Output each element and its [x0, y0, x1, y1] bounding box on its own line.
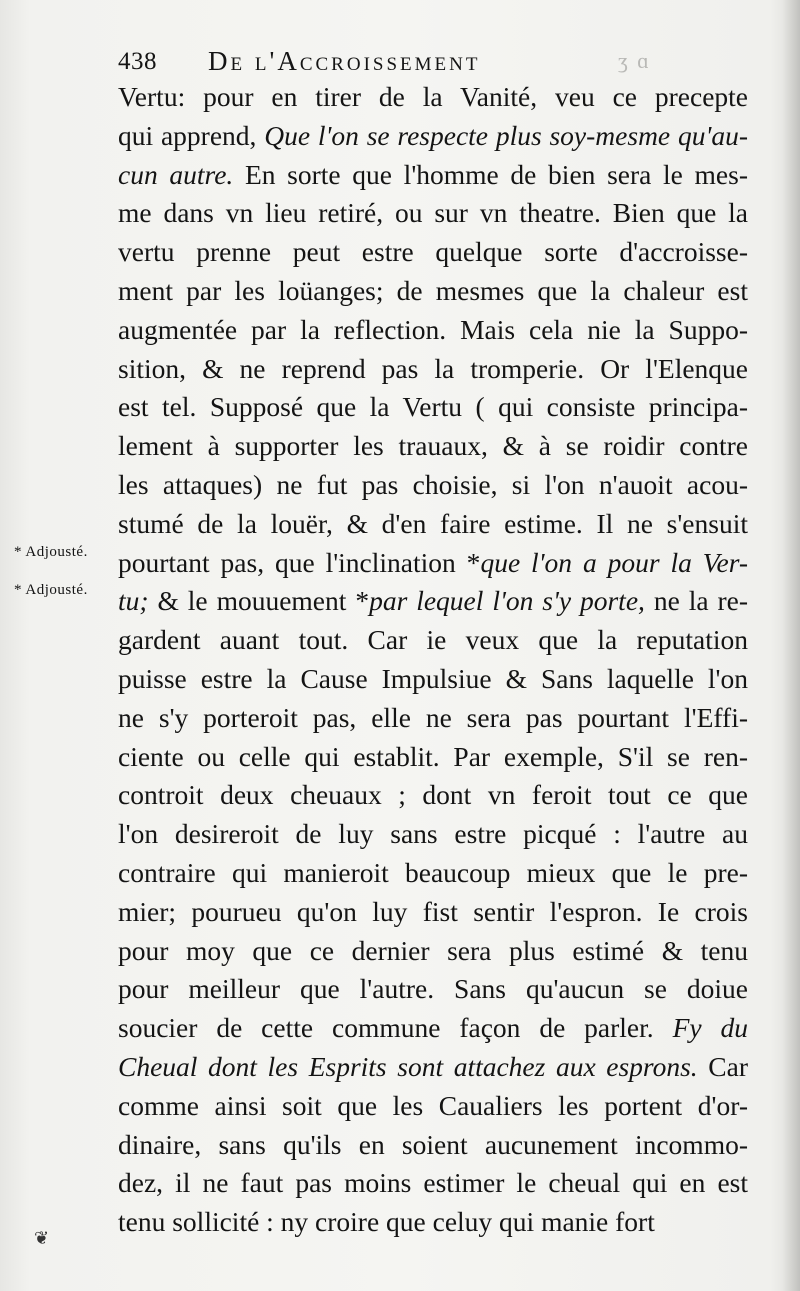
text-span: dez, il ne faut pas moins estimer le cheual qui en est — [118, 1167, 748, 1199]
text-line — [118, 893, 748, 932]
text-span: comme ainsi soit que les Caualiers les portent d'or- — [118, 1089, 748, 1121]
italic-span: cun autre. — [118, 158, 234, 190]
text-span: ment par les loüanges; de mesmes que la chaleur est — [118, 274, 748, 306]
text-line — [118, 854, 748, 893]
text-span: les attaques) ne fut pas choisie, si l'on n'auoit acou- — [118, 468, 748, 500]
text-span: qui apprend, — [118, 119, 265, 151]
text-line — [118, 117, 748, 156]
text-line — [118, 1009, 748, 1048]
text-line — [118, 738, 748, 777]
text-span: l'on desireroit de luy sans estre picqué : l'autre au — [118, 818, 748, 850]
text-line — [118, 427, 748, 466]
text-line — [118, 815, 748, 854]
text-span: Car — [697, 1050, 748, 1082]
text-span: soucier de cette commune façon de parler. — [118, 1012, 673, 1044]
text-span: stumé de la louër, & d'en faire estime. Il ne s'ensuit — [118, 507, 748, 539]
ornament-icon: ❦ — [34, 1228, 50, 1248]
text-line — [118, 699, 748, 738]
text-line — [118, 1164, 748, 1203]
text-span: & le mouuement * — [148, 585, 370, 617]
text-span: gardent auant tout. Car ie veux que la reputation — [118, 624, 748, 656]
text-line — [118, 621, 748, 660]
text-line — [118, 350, 748, 389]
text-line — [118, 233, 748, 272]
text-span: est tel. Supposé que la Vertu ( qui consiste principa- — [118, 391, 748, 423]
italic-span: Fy du — [672, 1012, 748, 1044]
text-line — [118, 311, 748, 350]
text-line — [118, 776, 748, 815]
page-header — [118, 40, 738, 80]
page-edge-shadow — [782, 0, 800, 1291]
text-line — [118, 388, 748, 427]
text-span: puisse estre la Cause Impulsiue & Sans laquelle l'on — [118, 662, 748, 694]
italic-span: que l'on a pour la Ver- — [480, 546, 749, 578]
text-span: ne s'y porteroit pas, elle ne sera pas pourtant l'Effi- — [118, 701, 748, 733]
text-line — [118, 544, 748, 583]
text-span: Vertu: pour en tirer de la Vanité, veu ce precepte — [118, 81, 748, 112]
text-span: augmentée par la reflection. Mais cela nie la Suppo- — [118, 313, 748, 345]
text-span: tenu sollicité : ny croire que celuy qui manie fort — [118, 1206, 655, 1238]
text-span: ciente ou celle qui establit. Par exemple, S'il se ren- — [118, 740, 748, 772]
italic-span: par lequel l'on s'y porte, — [369, 585, 645, 617]
text-span: En sorte que l'homme de bien sera le mes- — [233, 158, 748, 190]
text-span: dinaire, sans qu'ils en soient aucunement incommo- — [118, 1128, 748, 1160]
text-line — [118, 582, 748, 621]
italic-span: tu; — [118, 585, 149, 617]
text-line — [118, 505, 748, 544]
text-line — [118, 932, 748, 971]
text-line — [118, 78, 748, 117]
margin-note-1: * Adjousté. — [14, 544, 88, 560]
body-text — [118, 78, 748, 1242]
text-line — [118, 156, 748, 195]
bleed-through-text: ʒ ɑ — [618, 48, 651, 73]
italic-span: Cheual dont les Esprits sont attachez aux esprons. — [118, 1050, 698, 1082]
text-span: sition, & ne reprend pas la tromperie. Or l'Elenque — [118, 352, 748, 384]
text-line — [118, 660, 748, 699]
text-span: mier; pourueu qu'on luy fist sentir l'espron. Ie crois — [118, 895, 748, 927]
text-span: lement à supporter les trauaux, & à se roidir contre — [118, 430, 748, 462]
text-span: pour moy que ce dernier sera plus estimé & tenu — [118, 934, 748, 966]
text-span: me dans vn lieu retiré, ou sur vn theatre. Bien que la — [118, 197, 748, 229]
page-number: 438 — [118, 48, 157, 75]
text-line — [118, 466, 748, 505]
text-line — [118, 272, 748, 311]
text-span: pour meilleur que l'autre. Sans qu'aucun se doiue — [118, 973, 748, 1005]
text-line — [118, 194, 748, 233]
text-line — [118, 1126, 748, 1165]
text-line — [118, 1203, 748, 1242]
text-line — [118, 1048, 748, 1087]
text-span: vertu prenne peut estre quelque sorte d'accroisse- — [118, 236, 748, 268]
text-span: controit deux cheuaux ; dont vn feroit tout ce que — [118, 779, 748, 811]
margin-note-2: * Adjousté. — [14, 582, 88, 598]
text-span: ne la re- — [644, 585, 748, 617]
text-span: contraire qui manieroit beaucoup mieux que le pre- — [118, 856, 748, 888]
text-line — [118, 970, 748, 1009]
text-line — [118, 1087, 748, 1126]
italic-span: Que l'on se respecte plus soy-mesme qu'au- — [264, 119, 748, 151]
running-head: De l'Accroissement — [208, 46, 481, 76]
text-span: pourtant pas, que l'inclination * — [118, 546, 481, 578]
